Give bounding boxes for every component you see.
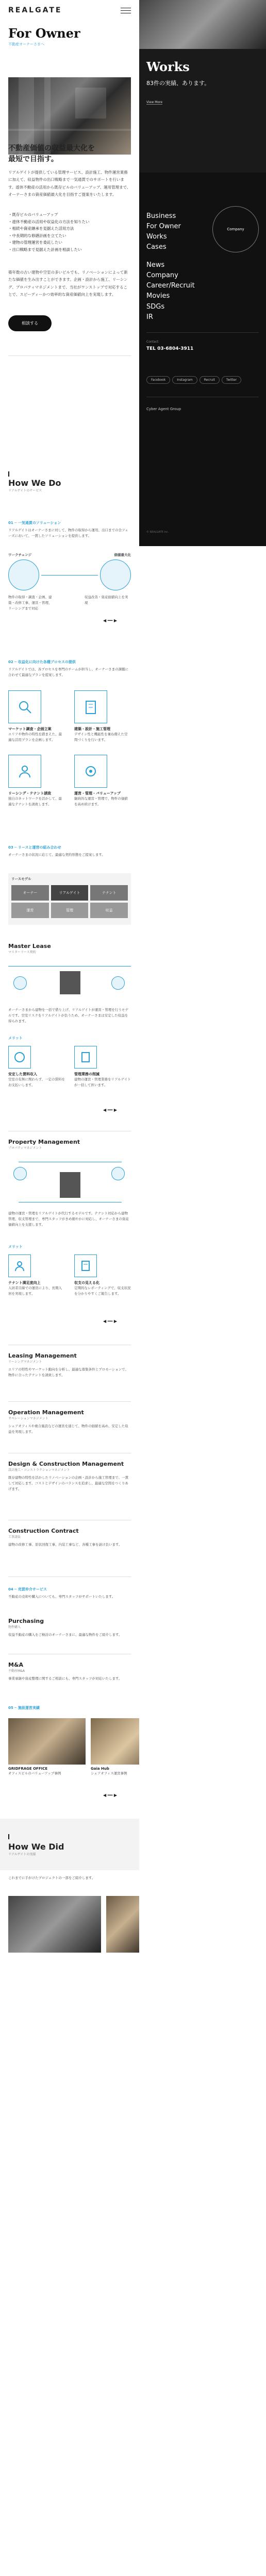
service-text: 建物の改修工事、原状回復工事、内装工事など、各種工事を請け負います。	[8, 1543, 122, 1547]
section-title: How We Do	[8, 478, 61, 488]
bullet-item: ・相続や資産継承を見据えた活用方法	[8, 226, 74, 231]
works-photo-strip	[139, 0, 266, 49]
tenant-icon	[111, 1167, 125, 1180]
group-label: Cyber Agent Group	[146, 407, 181, 411]
copyright: © REALGATE Inc.	[146, 531, 169, 534]
intro-headline: 不動産価値の収益最大化を 最短で目指す。	[8, 144, 95, 163]
section-subtitle: リアルゲイトの実績	[8, 1853, 36, 1856]
how-we-did-heading	[8, 1842, 64, 1856]
node-right-circle	[100, 560, 131, 590]
nav-link[interactable]: SDGs	[146, 302, 165, 311]
tenant-icon	[111, 976, 125, 990]
service-design	[8, 1461, 131, 1492]
divider	[8, 355, 131, 356]
node-right-text: 収益改善・資産価値向上を実現	[85, 595, 128, 605]
step-text: オーナーさまの状況に応じて、最適な契約形態をご提案します。	[8, 853, 105, 857]
section-marker	[8, 471, 9, 477]
step-02	[8, 659, 131, 678]
building-icon	[74, 690, 107, 723]
service-label: マーケット調査・企画立案	[8, 727, 52, 731]
service-subtitle: オペレーションマネジメント	[8, 1417, 48, 1420]
service-card	[74, 755, 131, 807]
step-text: リアルゲイトでは、各プロセスを専門のチームが担当し、オーナーさまの課題に合わせて最適なプランを提案します。	[8, 667, 129, 677]
people-icon	[8, 755, 41, 788]
page-subtitle: 不動産オーナーさまへ	[8, 42, 44, 46]
scheme-cell: テナント	[90, 885, 128, 901]
flow-diagram	[8, 552, 131, 612]
feature-label: 管理業務の削減	[74, 1072, 99, 1076]
features-label: メリット	[8, 1036, 23, 1040]
recruit-link[interactable]: Recruit	[200, 376, 220, 384]
service-text: 収益不動産の購入をご検討のオーナーさまに、最適な物件をご紹介します。	[8, 1633, 122, 1637]
mna	[8, 1662, 131, 1682]
consult-button[interactable]: 相談する	[8, 315, 52, 331]
bullet-item: ・中長期的な修繕計画を立てたい	[8, 233, 66, 238]
feature-text: 建物の運営・管理業務をリアルゲイトが一括して担います。	[74, 1077, 131, 1088]
building-icon	[60, 1172, 80, 1198]
service-operation	[8, 1409, 131, 1435]
node-left-circle	[8, 560, 39, 590]
carousel-arrows[interactable]: ◀ ━━ ▶	[103, 1319, 118, 1324]
service-subtitle: リーシングマネジメント	[8, 1360, 42, 1364]
master-lease-diagram	[8, 961, 131, 999]
nav-link[interactable]: Company	[146, 272, 178, 280]
step-text: 不動産の売却や購入についても、専門スタッフがサポートいたします。	[8, 1595, 115, 1599]
nav-link[interactable]: Business	[146, 212, 176, 220]
service-label: 建築・設計・施工管理	[74, 727, 110, 731]
menu-icon[interactable]	[121, 6, 131, 15]
service-title: Operation Management	[8, 1409, 84, 1416]
step-label: 01 ─ 一気通貫のソリューション	[8, 521, 61, 525]
property-mgmt-heading	[8, 1139, 80, 1150]
service-card	[8, 690, 65, 743]
side-panel	[139, 0, 266, 546]
gear-icon	[74, 755, 107, 788]
phone-number[interactable]: TEL 03-6804-3911	[146, 346, 194, 351]
service-subtitle: 設計施工・コンストラクションマネジメント	[8, 1468, 70, 1472]
scheme-cell: 管理	[51, 903, 89, 918]
step-05	[8, 1705, 40, 1710]
service-title: Design & Construction Management	[8, 1461, 124, 1467]
scheme-cell: オーナー	[11, 885, 49, 901]
bullet-item: ・建物の管理運営を委託したい	[8, 240, 62, 245]
service-leasing	[8, 1352, 131, 1378]
master-lease-heading	[8, 943, 51, 954]
scheme-cell: リアルゲイト	[51, 885, 89, 901]
case-card[interactable]	[8, 1718, 86, 1776]
document-icon	[74, 1255, 97, 1277]
hero-heading	[8, 26, 80, 47]
service-subtitle: 工事請負	[8, 1535, 21, 1539]
intro-bullets	[8, 211, 131, 253]
work-photo[interactable]	[8, 1896, 101, 1953]
service-card	[74, 690, 131, 743]
carousel-arrows[interactable]: ◀ ━━ ▶	[103, 1793, 118, 1798]
how-we-did-text: これまでに手がけたプロジェクトの一部をご紹介します。	[8, 1876, 95, 1880]
service-label: リーシング・テナント誘致	[8, 791, 52, 795]
step-04	[8, 1587, 131, 1600]
case-carousel	[8, 1718, 139, 1785]
nav-link[interactable]: IR	[146, 313, 153, 321]
service-text: シェアオフィスや複合施設などの運営を通じて、物件の価値を高め、安定した収益を実現します。	[8, 1424, 128, 1434]
bullet-item: ・既存ビルのバリューアップ	[8, 212, 58, 217]
how-we-do-heading	[8, 478, 61, 493]
section-subtitle: プロパティマネジメント	[8, 1146, 42, 1150]
service-title: Purchasing	[8, 1618, 44, 1624]
case-text: シェアオフィス運営事例	[91, 1771, 127, 1775]
scheme-table	[8, 873, 131, 925]
section-title: How We Did	[8, 1842, 64, 1852]
case-photo	[91, 1718, 139, 1765]
company-circle-link[interactable]: Company	[212, 206, 259, 252]
node-left-text: 物件の取得・調査・企画、建築・改修工事、運営・管理、リーシングまで対応	[8, 595, 52, 611]
nav-link[interactable]: News	[146, 261, 165, 269]
building-icon	[60, 971, 80, 994]
bullet-item: ・遊休不動産の活用や収益化の方法を知りたい	[8, 219, 90, 224]
service-subtitle: 不動産M&A	[8, 1669, 25, 1673]
service-title: Construction Contract	[8, 1528, 79, 1534]
site-header	[0, 0, 139, 21]
case-text: オフィスビルのバリューアップ事例	[8, 1771, 61, 1775]
coin-icon	[8, 1046, 31, 1069]
cta-wrap	[8, 315, 52, 331]
intro-body: リアルゲイトが提供している管理サービス、設計施工、物件運営業務に加えて、収益物件の出口戦略まで一気通貫でのサポートを行います。遊休不動産の活用から既存ビルのバリューアップ、運用管理まで、オーナーさまの資産価値最大化を目指すご提案をいたします。	[8, 170, 131, 197]
step-label: 04 ─ 売買仲介サービス	[8, 1587, 47, 1591]
feature-card	[74, 1046, 131, 1088]
service-text: エリアや物件の特性を踏まえた、最適な活用プランを企画します。	[8, 732, 62, 742]
nav-link[interactable]: Career/Recruit	[146, 282, 195, 290]
master-lease-desc: オーナーさまから建物を一括で借り上げ、リアルゲイトが運営・管理を行うモデルです。空室リスクをリアルゲイトが負うため、オーナーさまは安定した収益を得られます。	[8, 1008, 128, 1024]
case-photo	[8, 1718, 86, 1765]
step-01	[8, 520, 131, 539]
service-title: M&A	[8, 1662, 24, 1668]
node-left-label: ワークチェンジ	[8, 553, 32, 557]
service-construction	[8, 1528, 131, 1548]
node-right-label: 価値最大化	[114, 553, 131, 557]
nav-link[interactable]: Works	[146, 233, 167, 241]
scheme-header: リースモデル	[11, 877, 31, 881]
scheme-cell: 運営	[11, 903, 49, 918]
contact-label: Contact	[146, 340, 159, 344]
works-subtitle: 83件の実績、あります。	[146, 80, 210, 87]
service-text: エリアの特性やマーケット動向を分析し、最適な募集条件とプロモーションで、物件に合ったテナントを誘致します。	[8, 1367, 129, 1378]
section-title: Master Lease	[8, 943, 51, 950]
service-title: Leasing Management	[8, 1352, 77, 1359]
service-label: 運営・管理・バリューアップ	[74, 791, 121, 795]
people-icon	[8, 1255, 31, 1277]
feature-card	[8, 1046, 65, 1088]
nav-link[interactable]: Movies	[146, 292, 170, 300]
instagram-link[interactable]: Instagram	[172, 376, 197, 384]
works-hero	[139, 49, 266, 173]
works-title: Works	[146, 59, 190, 74]
scheme-cell: 収益	[90, 903, 128, 918]
nav-link[interactable]: For Owner	[146, 223, 181, 231]
service-text: デザイン性と機能性を兼ね備えた空間づくりを行います。	[74, 732, 128, 742]
intro-body-2: 築年数の古い建物や空室の多いビルでも、リノベーションによって新たな価値を生み出すことができます。企画・設計から施工、リーシング、プロパティマネジメントまで、当社がワンストップで対応することで、スピーディーかつ効率的な資産価値向上を実現します。	[8, 270, 128, 297]
work-photo[interactable]	[106, 1896, 139, 1953]
step-label: 03 ─ リースと運営の組み合わせ	[8, 845, 61, 850]
site-logo[interactable]: REALGATE	[8, 6, 62, 14]
facebook-link[interactable]: Facebook	[146, 376, 170, 384]
case-card[interactable]	[91, 1718, 139, 1776]
research-icon	[8, 690, 41, 723]
purchasing	[8, 1618, 131, 1638]
feature-label: 収支の見える化	[74, 1281, 99, 1285]
feature-card	[74, 1255, 131, 1297]
property-mgmt-desc: 建物の運営・管理をリアルゲイトが代行するモデルです。テナント対応から建物管理、収支管理まで、専門スタッフがきめ細やかに対応し、オーナーさまの資産価値向上を支援します。	[8, 1211, 129, 1227]
feature-text: 入居者目線での運営により、長期入居を実現します。	[8, 1286, 62, 1296]
feature-label: 安定した賃料収入	[8, 1072, 37, 1076]
feature-text: 定期的なレポーティングで、収支状況を分かりやすくご報告します。	[74, 1286, 131, 1296]
step-03	[8, 845, 131, 858]
section-title: Property Management	[8, 1139, 80, 1145]
works-view-more-link[interactable]: View More	[146, 100, 163, 104]
master-lease-features	[8, 1046, 131, 1103]
section-subtitle: リアルゲイトのサービス	[8, 489, 42, 493]
feature-text: 空室の有無に関わらず、一定の賃料をお支払いします。	[8, 1077, 65, 1088]
feature-card	[8, 1255, 65, 1297]
owner-icon	[13, 1167, 27, 1180]
feature-label: テナント満足度向上	[8, 1281, 41, 1285]
service-text: 事業承継や資産整理に関するご相談にも、専門スタッフが対応いたします。	[8, 1676, 122, 1681]
service-grid	[8, 690, 131, 814]
case-name: Gaia Hub	[91, 1767, 109, 1771]
case-name: GRIDFRAGE OFFICE	[8, 1767, 48, 1771]
twitter-link[interactable]: Twitter	[222, 376, 241, 384]
nav-link[interactable]: Cases	[146, 243, 167, 251]
step-text: リアルゲイトはオーナーさまに対して、物件の取得から運用、出口までの全フェーズにおいて、一貫したソリューションを提供します。	[8, 528, 128, 538]
carousel-arrows[interactable]: ◀ ━━ ▶	[103, 618, 118, 623]
section-marker	[8, 1834, 9, 1839]
bullet-item: ・出口戦略まで見据えた計画を相談したい	[8, 247, 82, 252]
social-chips	[146, 376, 265, 384]
service-subtitle: 物件購入	[8, 1625, 21, 1629]
page-title: For Owner	[8, 26, 80, 41]
step-label: 02 ─ 収益化に向けた各種プロセスの提供	[8, 660, 76, 664]
section-subtitle: マスターリース契約	[8, 951, 36, 954]
property-mgmt-features	[8, 1255, 131, 1314]
service-text: 独自のネットワークを活かして、最適なテナントを誘致します。	[8, 796, 62, 807]
service-text: 既存建物の特性を活かしたリノベーションの企画・設計から施工管理まで、一貫して対応します。コストとデザインのバランスを追求し、最適な空間をつくりあげます。	[8, 1476, 129, 1492]
service-card	[8, 755, 65, 807]
owner-icon	[13, 976, 27, 990]
side-nav-secondary	[146, 260, 259, 323]
carousel-arrows[interactable]: ◀ ━━ ▶	[103, 1108, 118, 1112]
clipboard-icon	[74, 1046, 97, 1069]
features-label: メリット	[8, 1245, 23, 1249]
service-text: 継続的な運営・管理で、物件の価値を高め続けます。	[74, 796, 128, 807]
step-label: 05 ─ 施設運営実績	[8, 1706, 40, 1710]
property-mgmt-diagram	[8, 1157, 131, 1206]
